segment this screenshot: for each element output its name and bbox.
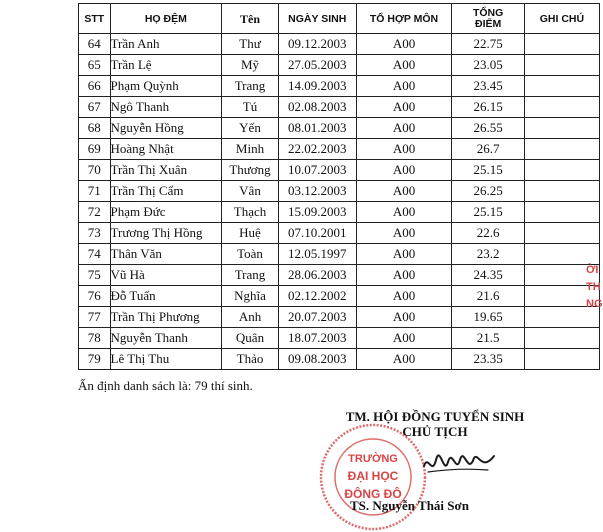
cell-stt: 72 [79, 202, 111, 223]
cell-ten: Huệ [222, 223, 279, 244]
table-row [79, 139, 600, 160]
cell-ten: Tú [222, 97, 279, 118]
cell-to-hop: A00 [356, 286, 452, 307]
cell-ghi-chu [524, 349, 599, 370]
header-tong-diem-line1: TỔNG [472, 6, 504, 19]
signature-role: CHỦ TỊCH [402, 424, 468, 439]
cell-ten: Thạch [222, 202, 279, 223]
header-ngay-sinh: NGÀY SINH [278, 4, 356, 34]
cell-ngay-sinh: 15.09.2003 [278, 202, 356, 223]
cell-tong-diem: 21.5 [452, 328, 524, 349]
cell-ghi-chu [524, 55, 599, 76]
cell-ngay-sinh: 09.08.2003 [278, 349, 356, 370]
cell-ngay-sinh: 28.06.2003 [278, 265, 356, 286]
table-header [79, 4, 600, 34]
cell-ho-dem: Phạm Quỳnh [110, 76, 222, 97]
cell-ngay-sinh: 03.12.2003 [278, 181, 356, 202]
cell-to-hop: A00 [356, 160, 452, 181]
cell-ngay-sinh: 08.01.2003 [278, 118, 356, 139]
cell-tong-diem: 25.15 [452, 160, 524, 181]
cell-stt: 70 [79, 160, 111, 181]
cell-ten: Thương [222, 160, 279, 181]
table-row [79, 181, 600, 202]
cell-ho-dem: Thân Văn [110, 244, 222, 265]
cell-ngay-sinh: 18.07.2003 [278, 328, 356, 349]
table-row [79, 244, 600, 265]
cell-to-hop: A00 [356, 118, 452, 139]
cell-to-hop: A00 [356, 307, 452, 328]
cell-ten: Trang [222, 265, 279, 286]
edge-stamp-line: ỜI [586, 264, 599, 276]
table-row [79, 118, 600, 139]
cell-tong-diem: 22.6 [452, 223, 524, 244]
cell-ten: Toàn [222, 244, 279, 265]
cell-tong-diem: 25.15 [452, 202, 524, 223]
cell-ngay-sinh: 09.12.2003 [278, 34, 356, 55]
cell-stt: 69 [79, 139, 111, 160]
cell-ten: Nghĩa [222, 286, 279, 307]
cell-to-hop: A00 [356, 181, 452, 202]
cell-ho-dem: Nguyễn Hồng [110, 118, 222, 139]
table-row [79, 202, 600, 223]
cell-tong-diem: 23.45 [452, 76, 524, 97]
cell-stt: 67 [79, 97, 111, 118]
cell-ngay-sinh: 07.10.2001 [278, 223, 356, 244]
cell-ten: Anh [222, 307, 279, 328]
total-note: Ấn định danh sách là: 79 thí sinh. [78, 378, 253, 393]
cell-stt: 71 [79, 181, 111, 202]
edge-stamp-line: TH [586, 281, 601, 293]
cell-to-hop: A00 [356, 265, 452, 286]
cell-stt: 78 [79, 328, 111, 349]
cell-ghi-chu [524, 223, 599, 244]
cell-to-hop: A00 [356, 202, 452, 223]
cell-ho-dem: Nguyễn Thanh [110, 328, 222, 349]
cell-tong-diem: 23.2 [452, 244, 524, 265]
cell-tong-diem: 23.35 [452, 349, 524, 370]
table-row [79, 55, 600, 76]
cell-tong-diem: 23.05 [452, 55, 524, 76]
cell-ghi-chu [524, 118, 599, 139]
edge-stamp-fragment [586, 262, 603, 313]
cell-ho-dem: Trần Lệ [110, 55, 222, 76]
cell-ten: Minh [222, 139, 279, 160]
cell-ten: Vân [222, 181, 279, 202]
candidate-table [78, 3, 600, 370]
cell-to-hop: A00 [356, 55, 452, 76]
table-row [79, 223, 600, 244]
header-ho-dem: HỌ ĐỆM [110, 4, 222, 34]
cell-ho-dem: Lê Thị Thu [110, 349, 222, 370]
cell-stt: 66 [79, 76, 111, 97]
cell-ho-dem: Hoàng Nhật [110, 139, 222, 160]
header-ten: Tên [222, 4, 279, 34]
cell-to-hop: A00 [356, 139, 452, 160]
cell-ho-dem: Đỗ Tuấn [110, 286, 222, 307]
cell-ghi-chu [524, 97, 599, 118]
cell-stt: 79 [79, 349, 111, 370]
cell-stt: 75 [79, 265, 111, 286]
cell-tong-diem: 26.25 [452, 181, 524, 202]
cell-ghi-chu [524, 34, 599, 55]
cell-ngay-sinh: 10.07.2003 [278, 160, 356, 181]
cell-ghi-chu [524, 181, 599, 202]
cell-tong-diem: 19.65 [452, 307, 524, 328]
cell-stt: 77 [79, 307, 111, 328]
cell-ngay-sinh: 12.05.1997 [278, 244, 356, 265]
cell-stt: 74 [79, 244, 111, 265]
header-tong-diem-line2: ĐIỂM [475, 17, 502, 30]
header-ghi-chu: GHI CHÚ [524, 4, 599, 34]
seal-line2: ĐẠI HỌC [347, 469, 399, 483]
header-stt: STT [79, 4, 111, 34]
cell-to-hop: A00 [356, 97, 452, 118]
cell-ngay-sinh: 02.12.2002 [278, 286, 356, 307]
cell-ten: Quân [222, 328, 279, 349]
cell-ho-dem: Trương Thị Hồng [110, 223, 222, 244]
cell-tong-diem: 21.6 [452, 286, 524, 307]
cell-ho-dem: Vũ Hà [110, 265, 222, 286]
seal-line1: TRƯỜNG [348, 453, 398, 465]
cell-ho-dem: Trần Thị Phương [110, 307, 222, 328]
cell-to-hop: A00 [356, 244, 452, 265]
cell-ghi-chu [524, 160, 599, 181]
header-tong-diem [452, 4, 524, 34]
cell-to-hop: A00 [356, 76, 452, 97]
table-row [79, 265, 600, 286]
table-row [79, 307, 600, 328]
cell-ngay-sinh: 14.09.2003 [278, 76, 356, 97]
table-row [79, 328, 600, 349]
cell-ten: Thư [222, 34, 279, 55]
cell-ghi-chu [524, 328, 599, 349]
cell-to-hop: A00 [356, 34, 452, 55]
cell-to-hop: A00 [356, 223, 452, 244]
handwritten-signature [418, 446, 498, 486]
cell-ten: Trang [222, 76, 279, 97]
table-body [79, 34, 600, 370]
cell-ten: Mỹ [222, 55, 279, 76]
table-row [79, 160, 600, 181]
cell-stt: 64 [79, 34, 111, 55]
cell-ho-dem: Ngô Thanh [110, 97, 222, 118]
header-to-hop-mon: TỔ HỢP MÔN [356, 4, 452, 34]
edge-stamp-line: NG [586, 298, 603, 310]
cell-stt: 76 [79, 286, 111, 307]
cell-to-hop: A00 [356, 328, 452, 349]
cell-ho-dem: Phạm Đức [110, 202, 222, 223]
cell-ghi-chu [524, 202, 599, 223]
table-row [79, 34, 600, 55]
cell-tong-diem: 26.7 [452, 139, 524, 160]
cell-ten: Yến [222, 118, 279, 139]
cell-tong-diem: 24.35 [452, 265, 524, 286]
cell-ngay-sinh: 22.02.2003 [278, 139, 356, 160]
table-row [79, 286, 600, 307]
table-row [79, 76, 600, 97]
cell-stt: 68 [79, 118, 111, 139]
cell-ho-dem: Trần Thị Xuân [110, 160, 222, 181]
seal-line3: ĐÔNG ĐÔ [344, 487, 402, 501]
cell-tong-diem: 26.15 [452, 97, 524, 118]
cell-ghi-chu [524, 139, 599, 160]
cell-ho-dem: Trần Thị Cẩm [110, 181, 222, 202]
cell-to-hop: A00 [356, 349, 452, 370]
table-row [79, 349, 600, 370]
cell-ho-dem: Trần Anh [110, 34, 222, 55]
cell-tong-diem: 22.75 [452, 34, 524, 55]
cell-ghi-chu [524, 76, 599, 97]
signature-title: TM. HỘI ĐỒNG TUYỂN SINH [345, 409, 525, 424]
header-row [79, 4, 600, 34]
cell-ngay-sinh: 02.08.2003 [278, 97, 356, 118]
signer-name: TS. Nguyễn Thái Sơn [350, 498, 469, 513]
cell-stt: 73 [79, 223, 111, 244]
cell-ten: Thảo [222, 349, 279, 370]
cell-stt: 65 [79, 55, 111, 76]
table-row [79, 97, 600, 118]
cell-tong-diem: 26.55 [452, 118, 524, 139]
cell-ngay-sinh: 20.07.2003 [278, 307, 356, 328]
cell-ngay-sinh: 27.05.2003 [278, 55, 356, 76]
